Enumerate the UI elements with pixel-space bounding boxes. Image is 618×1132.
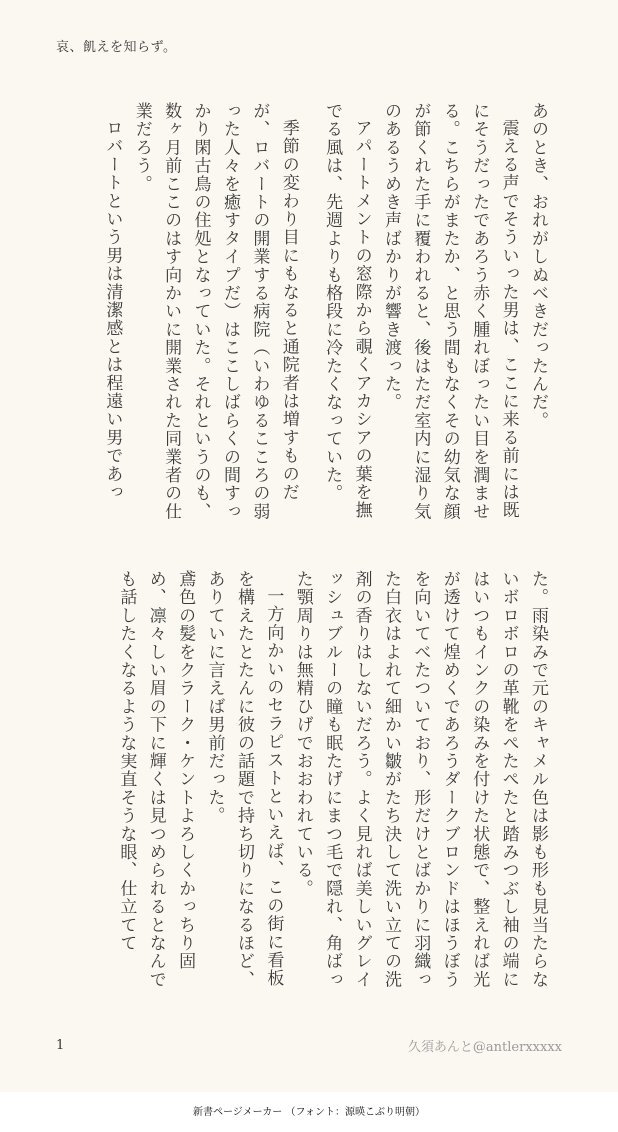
paragraph: ロバートという男は清潔感とは程遠い男であっ xyxy=(102,119,123,502)
paragraph: 季節の変わり目にもなると通院者は増すものだが、ロバートの開業する病院（いわゆるこころの弱った人々を癒すタイプだ）はここしばらくの間すっかり閑古鳥の住処となっていた。それというのも、数ヶ月前ここのはす向かいに開業された同業者の仕業だろう。 xyxy=(131,102,299,521)
paragraph: 鳶色の髪をクラーク・ケントよろしくかっちり固め、凛々しい眉の下に輝くは見つめられるとなんでも話したくなるような実直そうな眼、仕立てて xyxy=(116,570,196,989)
paragraph: 一方向かいのセラピストといえば、この街に看板を構えたとたんに彼の話題で持ち切りになるほど、ありていに言えば男前だった。 xyxy=(204,570,284,989)
paragraph: アパートメントの窓際から覗くアカシアの葉を撫でる風は、先週よりも格段に冷たくなっていた。 xyxy=(322,102,372,520)
paragraph: た。雨染みで元のキャメル色は影も形も見当たらないボロボロの革靴をぺたぺたと踏みつぶし袖の端にはいつもインクの染みを付けた状態で、整えれば光が透けて煌めくであろうダークブロンドはほうぼうを向いてべたついており、形だけとばかりに羽織った白衣はよれて細かい皺がたち決して洗い立ての洗剤の香りはしないだろう。よく見れば美しいグレイッシュブルーの瞳も眠たげにまつ毛で隠れ、角ばった顎周りは無精ひげでおおわれている。 xyxy=(292,570,548,989)
author-credit: 久須あんと@antlerxxxxx xyxy=(407,1040,562,1055)
text-block-top xyxy=(52,102,552,522)
paragraph: あのとき、おれがしぬべきだったんだ。 xyxy=(528,102,548,430)
generator-credit: 新書ページメーカー （フォント：源暎こぶり明朝） xyxy=(193,1107,425,1118)
text-block-bottom xyxy=(52,570,552,990)
paragraph: 震える声でそういった男は、ここに来る前には既にそうだったであろう赤く腫れぼったい目を潤ませる。こちらがまたか、と思う間もなくその幼気な顔が節くれた手に覆われると、後はただ室内に湿り気のあるうめき声ばかりが響き渡った。 xyxy=(380,102,519,521)
chapter-title: 哀、飢えを知らず。 xyxy=(56,40,177,55)
page-number: 1 xyxy=(56,1038,65,1053)
